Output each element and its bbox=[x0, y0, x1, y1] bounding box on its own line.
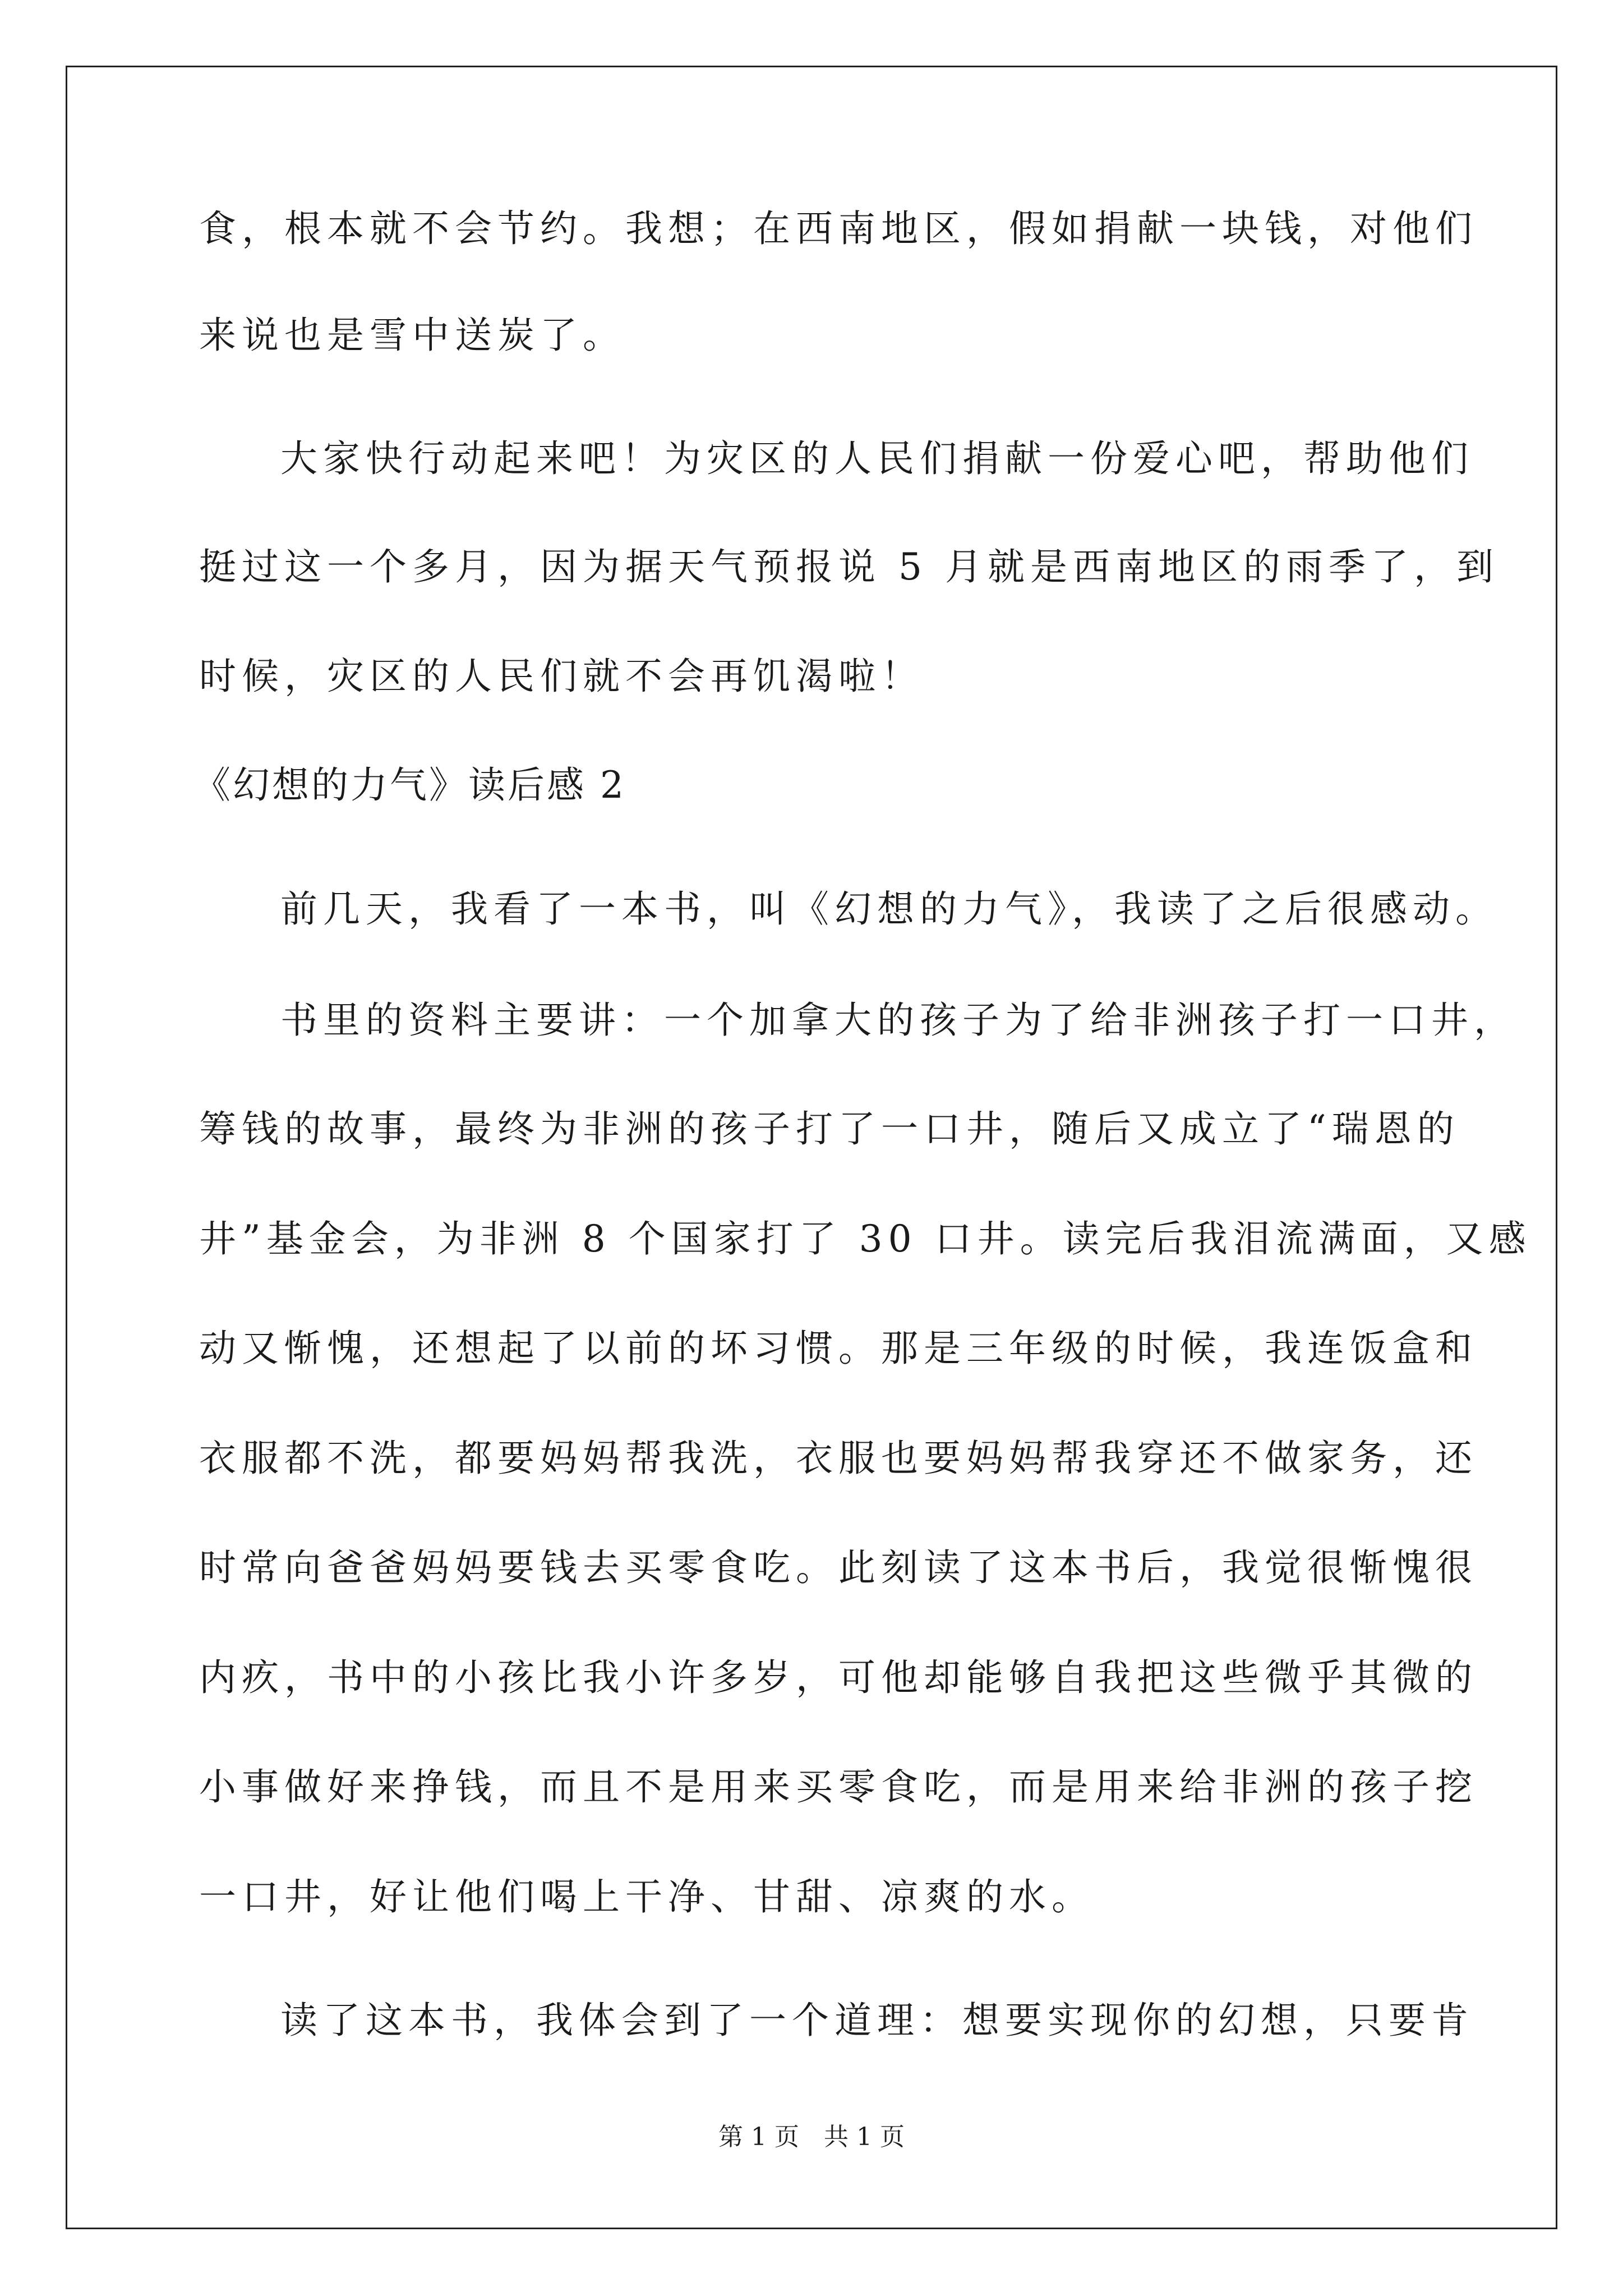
text-line: 来说也是雪中送炭了。 bbox=[199, 314, 625, 357]
section-heading: 《幻想的力气》读后感 2 bbox=[193, 763, 626, 807]
text-line: 书里的资料主要讲：一个加拿大的孩子为了给非洲孩子打一口井， bbox=[280, 999, 1516, 1042]
text-line: 筹钱的故事，最终为非洲的孩子打了一口井，随后又成立了“瑞恩的 bbox=[199, 1107, 1460, 1151]
text-line: 前几天，我看了一本书，叫《幻想的力气》，我读了之后很感动。 bbox=[280, 887, 1498, 931]
text-line: 井”基金会，为非洲 8 个国家打了 30 口井。读完后我泪流满面，又感 bbox=[199, 1217, 1532, 1260]
text-line: 衣服都不洗，都要妈妈帮我洗，衣服也要妈妈帮我穿还不做家务，还 bbox=[199, 1437, 1478, 1480]
text-line: 时常向爸爸妈妈要钱去买零食吃。此刻读了这本书后，我觉很惭愧很 bbox=[199, 1546, 1478, 1589]
text-line: 内疚，书中的小孩比我小许多岁，可他却能够自我把这些微乎其微的 bbox=[199, 1656, 1478, 1699]
text-line: 一口井，好让他们喝上干净、甘甜、凉爽的水。 bbox=[199, 1875, 1094, 1918]
text-line: 时候，灾区的人民们就不会再饥渴啦！ bbox=[199, 655, 924, 698]
text-line: 读了这本书，我体会到了一个道理：想要实现你的幻想，只要肯 bbox=[280, 1999, 1474, 2042]
text-line: 挺过这一个多月，因为据天气预报说 5 月就是西南地区的雨季了，到 bbox=[199, 545, 1499, 588]
page-footer: 第 1 页 共 1 页 bbox=[718, 2123, 905, 2151]
text-line: 动又惭愧，还想起了以前的坏习惯。那是三年级的时候，我连饭盒和 bbox=[199, 1327, 1478, 1370]
text-line: 小事做好来挣钱，而且不是用来买零食吃，而是用来给非洲的孩子挖 bbox=[199, 1765, 1478, 1809]
text-line: 大家快行动起来吧！为灾区的人民们捐献一份爱心吧，帮助他们 bbox=[280, 437, 1474, 480]
text-line: 食，根本就不会节约。我想；在西南地区，假如捐献一块钱，对他们 bbox=[199, 207, 1478, 250]
